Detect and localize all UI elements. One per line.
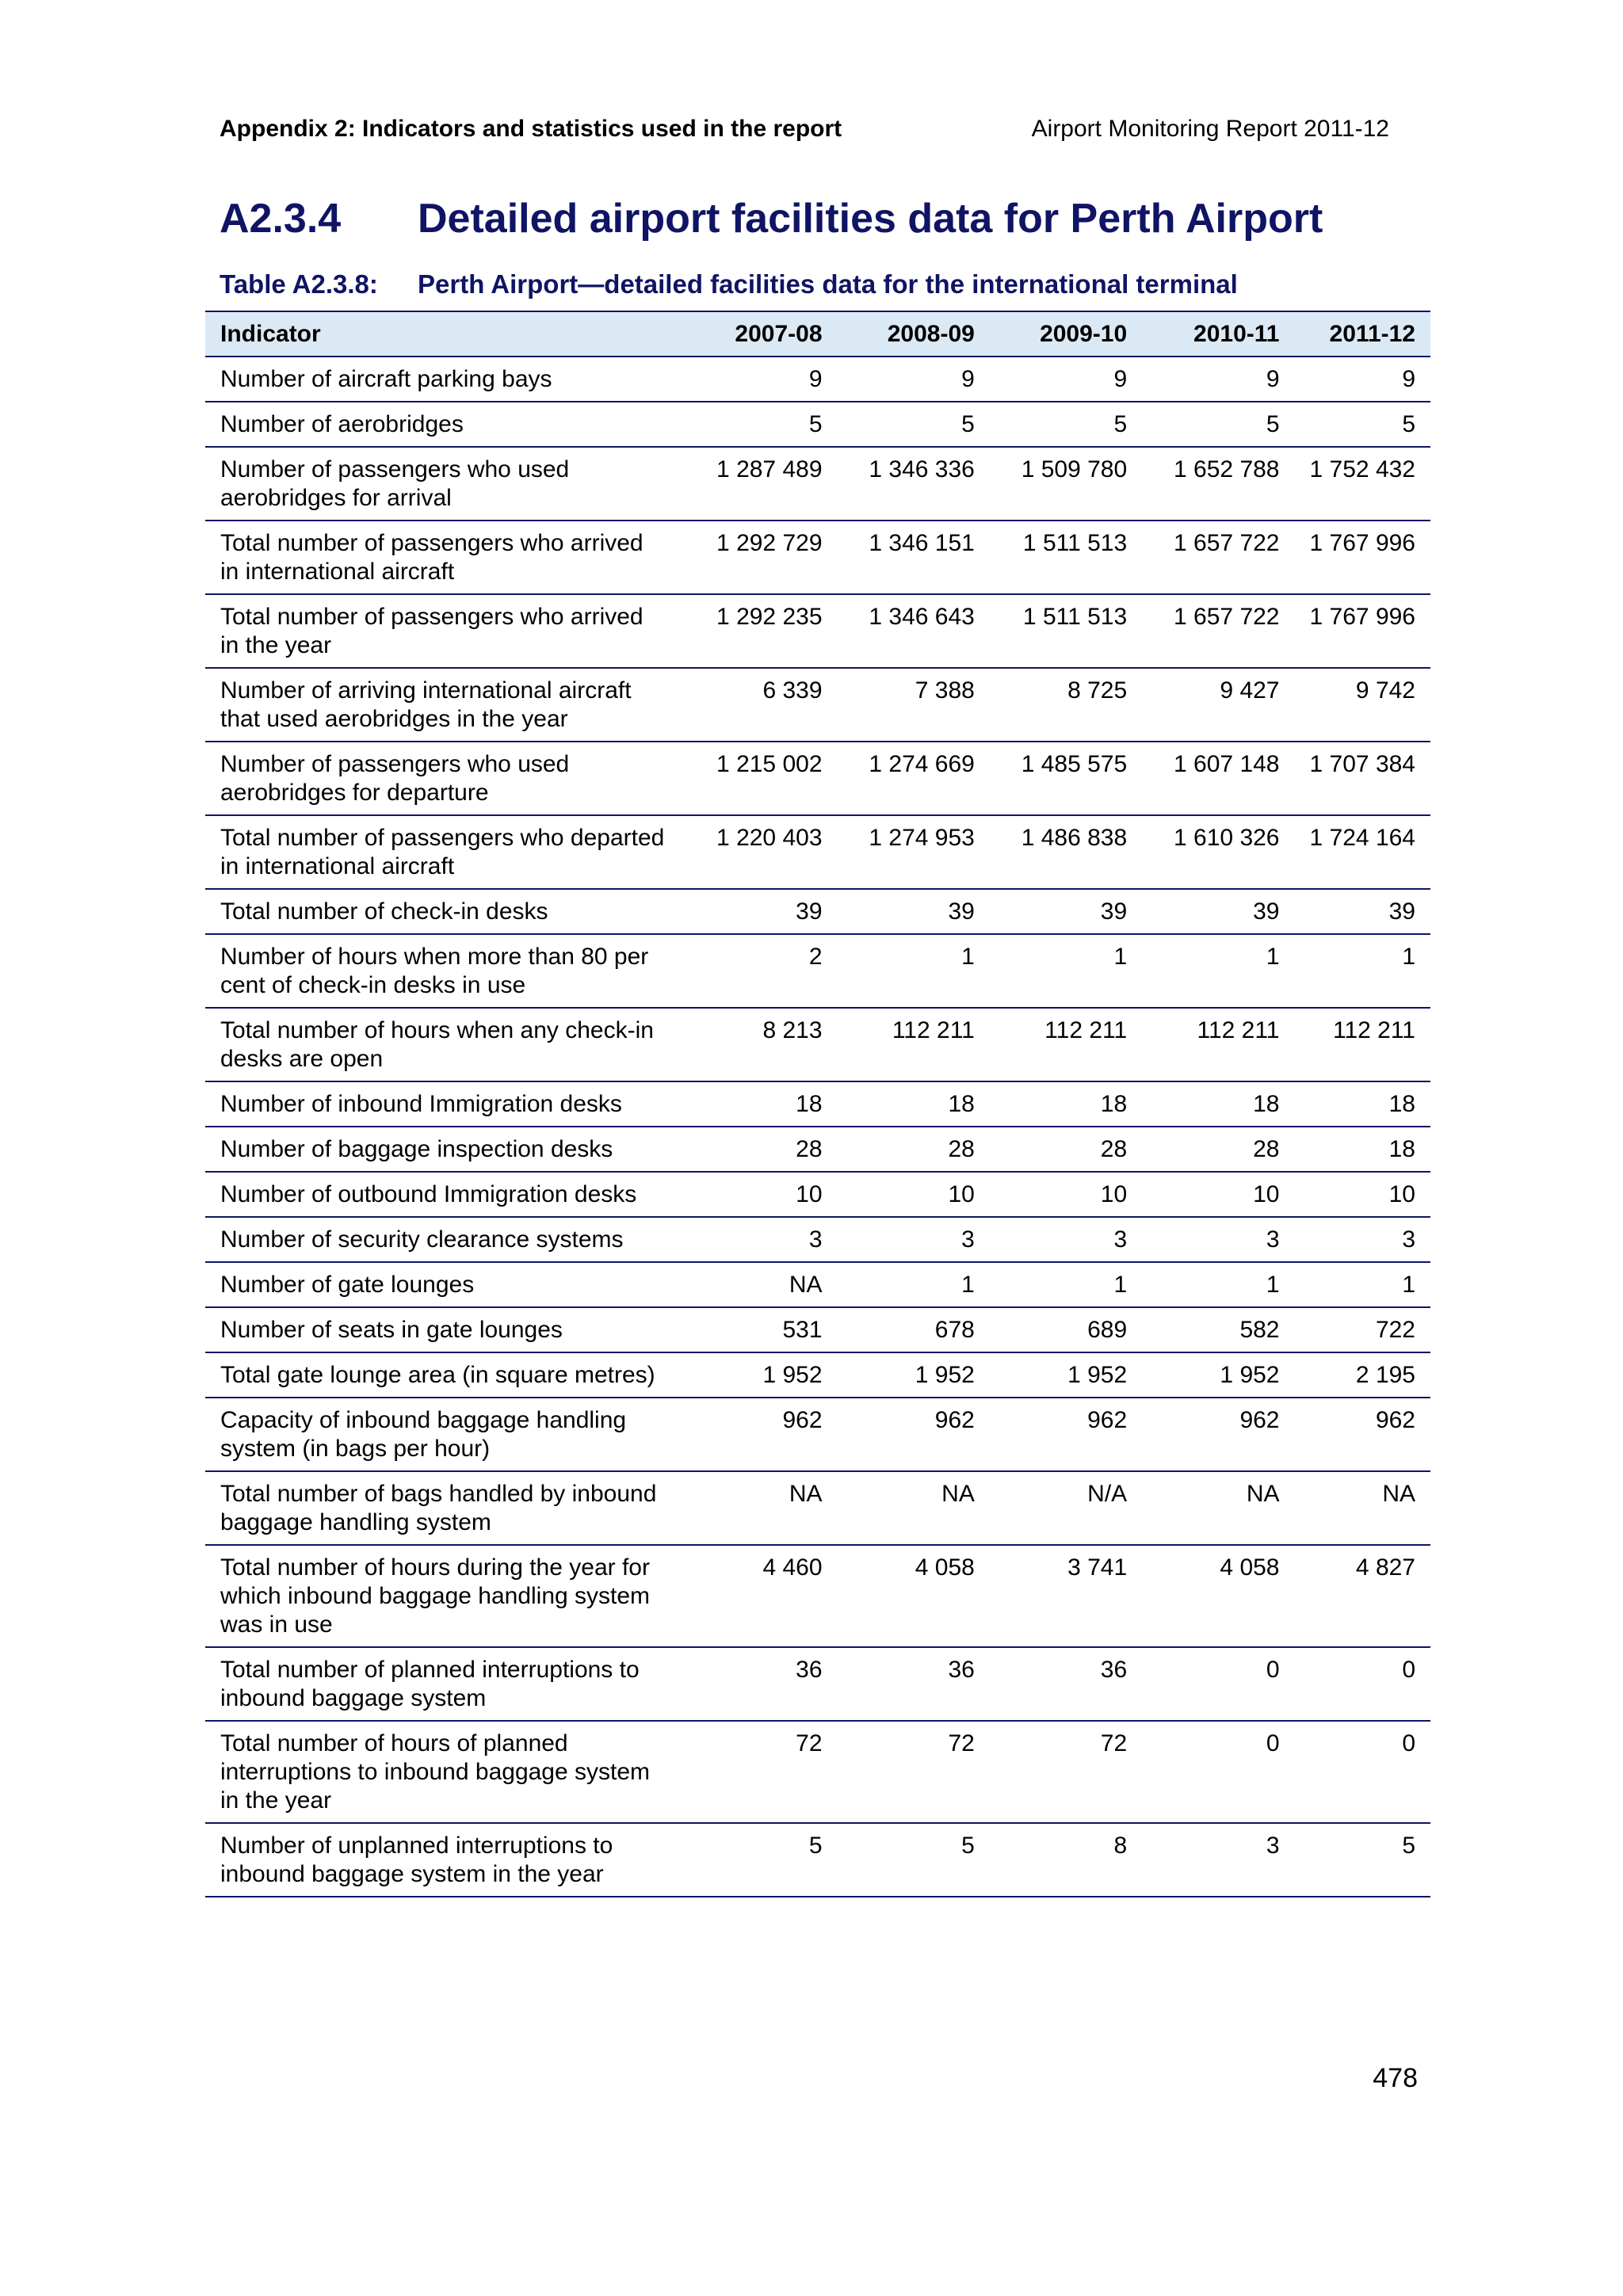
value-cell: 0 <box>1142 1721 1294 1823</box>
value-cell: 1 <box>1142 934 1294 1008</box>
value-cell: 0 <box>1295 1647 1431 1721</box>
value-cell: 72 <box>838 1721 990 1823</box>
value-cell: 39 <box>1295 889 1431 934</box>
column-header-year: 2007-08 <box>683 311 837 357</box>
value-cell: 5 <box>838 402 990 447</box>
table-row <box>205 1081 1430 1127</box>
indicator-cell: Number of aerobridges <box>205 402 683 447</box>
indicator-cell: Number of baggage inspection desks <box>205 1127 683 1172</box>
header-report-title: Airport Monitoring Report 2011-12 <box>1031 116 1389 142</box>
value-cell: 6 339 <box>683 668 837 742</box>
value-cell: 1 <box>1295 1262 1431 1307</box>
value-cell: 39 <box>990 889 1142 934</box>
value-cell: 18 <box>1295 1081 1431 1127</box>
value-cell: 112 211 <box>1142 1008 1294 1081</box>
value-cell: 28 <box>683 1127 837 1172</box>
table-row <box>205 1721 1430 1823</box>
table-row <box>205 1127 1430 1172</box>
table-row <box>205 742 1430 815</box>
indicator-cell: Number of seats in gate lounges <box>205 1307 683 1352</box>
value-cell: 9 <box>1142 357 1294 402</box>
value-cell: 3 <box>990 1217 1142 1262</box>
value-cell: 1 485 575 <box>990 742 1142 815</box>
table-row <box>205 1307 1430 1352</box>
table-row <box>205 1823 1430 1897</box>
value-cell: 18 <box>990 1081 1142 1127</box>
value-cell: 9 <box>838 357 990 402</box>
column-header-indicator: Indicator <box>205 311 683 357</box>
value-cell: 3 <box>1142 1217 1294 1262</box>
value-cell: 36 <box>683 1647 837 1721</box>
value-cell: 112 211 <box>1295 1008 1431 1081</box>
indicator-cell: Total number of passengers who departed in international aircraft <box>205 815 683 889</box>
value-cell: 36 <box>838 1647 990 1721</box>
value-cell: 8 725 <box>990 668 1142 742</box>
value-cell: 8 <box>990 1823 1142 1897</box>
value-cell: 9 427 <box>1142 668 1294 742</box>
value-cell: 1 952 <box>838 1352 990 1398</box>
table-header <box>205 311 1430 357</box>
value-cell: 1 <box>1142 1262 1294 1307</box>
value-cell: 1 952 <box>990 1352 1142 1398</box>
value-cell: 1 274 669 <box>838 742 990 815</box>
value-cell: 112 211 <box>838 1008 990 1081</box>
indicator-cell: Number of arriving international aircraft that used aerobridges in the year <box>205 668 683 742</box>
value-cell: 4 460 <box>683 1545 837 1647</box>
value-cell: 39 <box>838 889 990 934</box>
table-header-row <box>205 311 1430 357</box>
value-cell: 4 058 <box>838 1545 990 1647</box>
value-cell: 0 <box>1142 1647 1294 1721</box>
value-cell: 1 657 722 <box>1142 594 1294 668</box>
value-cell: 1 511 513 <box>990 521 1142 594</box>
value-cell: 689 <box>990 1307 1142 1352</box>
value-cell: 962 <box>1142 1398 1294 1471</box>
value-cell: 36 <box>990 1647 1142 1721</box>
value-cell: 10 <box>1142 1172 1294 1217</box>
indicator-cell: Total number of hours during the year for which inbound baggage handling system was in use <box>205 1545 683 1647</box>
section-title: Detailed airport facilities data for Perth Airport <box>418 196 1323 242</box>
table-caption <box>220 269 1238 299</box>
value-cell: N/A <box>990 1471 1142 1545</box>
value-cell: 4 058 <box>1142 1545 1294 1647</box>
indicator-cell: Total number of planned interruptions to inbound baggage system <box>205 1647 683 1721</box>
value-cell: NA <box>838 1471 990 1545</box>
value-cell: 5 <box>1295 402 1431 447</box>
indicator-cell: Total number of check-in desks <box>205 889 683 934</box>
value-cell: 722 <box>1295 1307 1431 1352</box>
value-cell: 1 <box>990 1262 1142 1307</box>
table-caption-title: Perth Airport—detailed facilities data for the international terminal <box>418 269 1238 299</box>
value-cell: 8 213 <box>683 1008 837 1081</box>
value-cell: 3 <box>1142 1823 1294 1897</box>
table-row <box>205 1262 1430 1307</box>
table-row <box>205 1008 1430 1081</box>
value-cell: 1 346 643 <box>838 594 990 668</box>
value-cell: 1 <box>1295 934 1431 1008</box>
value-cell: 0 <box>1295 1721 1431 1823</box>
column-header-year: 2011-12 <box>1295 311 1431 357</box>
value-cell: 962 <box>683 1398 837 1471</box>
indicator-cell: Number of unplanned interruptions to inbound baggage system in the year <box>205 1823 683 1897</box>
column-header-year: 2009-10 <box>990 311 1142 357</box>
table-row <box>205 521 1430 594</box>
value-cell: 9 <box>683 357 837 402</box>
value-cell: 531 <box>683 1307 837 1352</box>
column-header-year: 2008-09 <box>838 311 990 357</box>
value-cell: 1 952 <box>1142 1352 1294 1398</box>
value-cell: 2 <box>683 934 837 1008</box>
value-cell: 18 <box>1142 1081 1294 1127</box>
value-cell: 582 <box>1142 1307 1294 1352</box>
indicator-cell: Total gate lounge area (in square metres) <box>205 1352 683 1398</box>
table-row <box>205 594 1430 668</box>
value-cell: 1 <box>838 1262 990 1307</box>
value-cell: 962 <box>838 1398 990 1471</box>
indicator-cell: Total number of passengers who arrived in international aircraft <box>205 521 683 594</box>
value-cell: 3 <box>838 1217 990 1262</box>
value-cell: 18 <box>1295 1127 1431 1172</box>
value-cell: NA <box>1142 1471 1294 1545</box>
value-cell: NA <box>683 1471 837 1545</box>
value-cell: 10 <box>990 1172 1142 1217</box>
value-cell: 1 292 729 <box>683 521 837 594</box>
value-cell: 39 <box>683 889 837 934</box>
value-cell: 1 486 838 <box>990 815 1142 889</box>
value-cell: 7 388 <box>838 668 990 742</box>
value-cell: 5 <box>990 402 1142 447</box>
value-cell: 2 195 <box>1295 1352 1431 1398</box>
value-cell: 1 346 151 <box>838 521 990 594</box>
table-caption-number: Table A2.3.8: <box>220 269 378 299</box>
indicator-cell: Number of hours when more than 80 per cent of check-in desks in use <box>205 934 683 1008</box>
value-cell: 1 610 326 <box>1142 815 1294 889</box>
indicator-cell: Total number of hours of planned interruptions to inbound baggage system in the year <box>205 1721 683 1823</box>
table-row <box>205 668 1430 742</box>
indicator-cell: Number of aircraft parking bays <box>205 357 683 402</box>
value-cell: 678 <box>838 1307 990 1352</box>
value-cell: 1 511 513 <box>990 594 1142 668</box>
section-heading <box>220 195 1323 242</box>
value-cell: 1 346 336 <box>838 447 990 521</box>
table-row <box>205 1352 1430 1398</box>
value-cell: 72 <box>683 1721 837 1823</box>
table-row <box>205 1647 1430 1721</box>
value-cell: 1 607 148 <box>1142 742 1294 815</box>
value-cell: 5 <box>1142 402 1294 447</box>
value-cell: 1 509 780 <box>990 447 1142 521</box>
value-cell: 3 741 <box>990 1545 1142 1647</box>
indicator-cell: Number of gate lounges <box>205 1262 683 1307</box>
value-cell: 4 827 <box>1295 1545 1431 1647</box>
value-cell: 5 <box>1295 1823 1431 1897</box>
value-cell: 3 <box>683 1217 837 1262</box>
table-row <box>205 1545 1430 1647</box>
value-cell: 1 767 996 <box>1295 521 1431 594</box>
section-number: A2.3.4 <box>220 196 342 242</box>
value-cell: 5 <box>838 1823 990 1897</box>
value-cell: 9 <box>1295 357 1431 402</box>
indicator-cell: Number of passengers who used aerobridges for arrival <box>205 447 683 521</box>
value-cell: 1 215 002 <box>683 742 837 815</box>
value-cell: NA <box>1295 1471 1431 1545</box>
value-cell: 1 <box>990 934 1142 1008</box>
value-cell: 1 657 722 <box>1142 521 1294 594</box>
value-cell: 28 <box>990 1127 1142 1172</box>
value-cell: 3 <box>1295 1217 1431 1262</box>
header-appendix-title: Appendix 2: Indicators and statistics used in the report <box>220 116 842 142</box>
table-row <box>205 402 1430 447</box>
table-row <box>205 1172 1430 1217</box>
value-cell: 1 287 489 <box>683 447 837 521</box>
page-number: 478 <box>1373 2063 1418 2093</box>
value-cell: 1 952 <box>683 1352 837 1398</box>
table-row <box>205 447 1430 521</box>
value-cell: 1 752 432 <box>1295 447 1431 521</box>
value-cell: 5 <box>683 1823 837 1897</box>
value-cell: 112 211 <box>990 1008 1142 1081</box>
indicator-cell: Total number of bags handled by inbound baggage handling system <box>205 1471 683 1545</box>
table-row <box>205 889 1430 934</box>
running-header <box>220 116 1389 143</box>
column-header-year: 2010-11 <box>1142 311 1294 357</box>
indicator-cell: Number of passengers who used aerobridges for departure <box>205 742 683 815</box>
value-cell: 1 274 953 <box>838 815 990 889</box>
table-row <box>205 934 1430 1008</box>
value-cell: 18 <box>838 1081 990 1127</box>
value-cell: 1 707 384 <box>1295 742 1431 815</box>
table-row <box>205 357 1430 402</box>
value-cell: 39 <box>1142 889 1294 934</box>
value-cell: 1 292 235 <box>683 594 837 668</box>
value-cell: 10 <box>683 1172 837 1217</box>
indicator-cell: Number of inbound Immigration desks <box>205 1081 683 1127</box>
value-cell: 18 <box>683 1081 837 1127</box>
value-cell: 1 767 996 <box>1295 594 1431 668</box>
facilities-table <box>205 311 1430 1897</box>
indicator-cell: Total number of hours when any check-in desks are open <box>205 1008 683 1081</box>
table-row <box>205 1398 1430 1471</box>
value-cell: 28 <box>838 1127 990 1172</box>
table-row <box>205 815 1430 889</box>
value-cell: 9 742 <box>1295 668 1431 742</box>
value-cell: 5 <box>683 402 837 447</box>
value-cell: 10 <box>1295 1172 1431 1217</box>
indicator-cell: Capacity of inbound baggage handling system (in bags per hour) <box>205 1398 683 1471</box>
value-cell: 1 <box>838 934 990 1008</box>
value-cell: 962 <box>990 1398 1142 1471</box>
value-cell: 72 <box>990 1721 1142 1823</box>
value-cell: NA <box>683 1262 837 1307</box>
value-cell: 1 220 403 <box>683 815 837 889</box>
table-row <box>205 1217 1430 1262</box>
value-cell: 1 652 788 <box>1142 447 1294 521</box>
table-row <box>205 1471 1430 1545</box>
indicator-cell: Number of security clearance systems <box>205 1217 683 1262</box>
value-cell: 962 <box>1295 1398 1431 1471</box>
value-cell: 28 <box>1142 1127 1294 1172</box>
table-body <box>205 357 1430 1897</box>
indicator-cell: Number of outbound Immigration desks <box>205 1172 683 1217</box>
value-cell: 1 724 164 <box>1295 815 1431 889</box>
value-cell: 10 <box>838 1172 990 1217</box>
value-cell: 9 <box>990 357 1142 402</box>
indicator-cell: Total number of passengers who arrived in the year <box>205 594 683 668</box>
